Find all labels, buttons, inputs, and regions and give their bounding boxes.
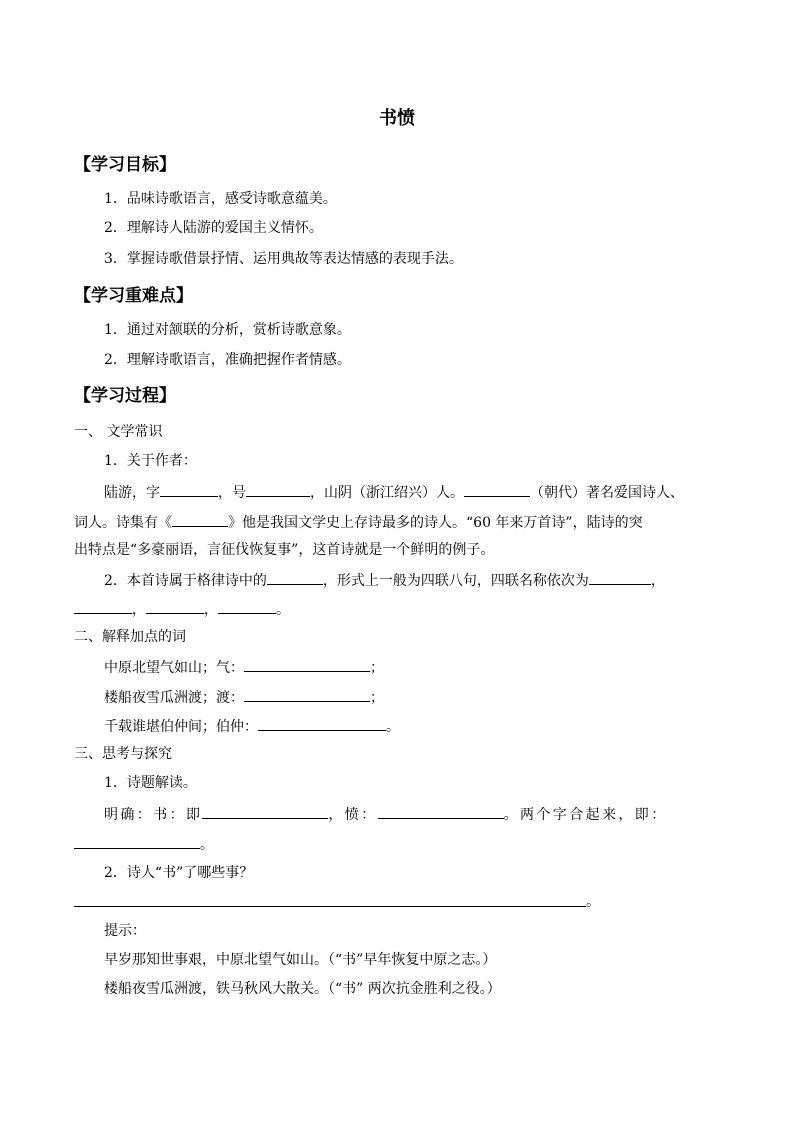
author-line-2 [74, 511, 643, 533]
author-line-1 [104, 481, 684, 503]
couplet-name-blank-3[interactable] [146, 598, 204, 614]
goal-item-2: 2．理解诗人陆游的爱国主义情怀。 [104, 220, 323, 236]
shu-meaning-blank[interactable] [202, 803, 328, 819]
hint-line-2: 楼船夜雪瓜洲渡，铁马秋风大散关。（“书” 两次抗金胜利之役。） [104, 981, 501, 997]
part3-q1: 1．诗题解读。 [104, 775, 197, 791]
word-2-end: ； [370, 690, 384, 706]
word-line-1 [104, 656, 384, 678]
part3-q2: 2．诗人“书”了哪些事？ [104, 865, 254, 881]
word-3-text: 千载谁堪伯仲间；伯仲： [104, 719, 258, 735]
word-1-text: 中原北望气如山；气： [104, 660, 244, 676]
goal-item-1: 1．品味诗歌语言，感受诗歌意蕴美。 [104, 191, 337, 207]
word-line-2 [104, 686, 384, 708]
q2-sep-2: ， [204, 602, 218, 618]
word-2-blank[interactable] [244, 686, 370, 702]
part1-q2-line-2 [74, 598, 290, 620]
dynasty-blank[interactable] [464, 481, 530, 497]
part1-title: 一、 文学常识 [74, 424, 163, 440]
couplet-name-blank-4[interactable] [218, 598, 276, 614]
hint-line-1: 早岁那知世事艰，中原北望气如山。（“书”早年恢复中原之志。） [104, 952, 497, 968]
word-1-end: ； [370, 660, 384, 676]
part2-title: 二、解释加点的词 [74, 629, 186, 645]
author-text-f: 》他是我国文学史上存诗最多的诗人。“60 年来万首诗”，陆诗的突 [228, 515, 643, 531]
answer-end: 。 [586, 894, 600, 910]
combined-meaning-blank[interactable] [74, 833, 200, 849]
hint-label: 提示： [104, 923, 146, 939]
author-text-b: ，号 [218, 485, 246, 501]
page-title: 书愤 [379, 108, 415, 129]
part3-title: 三、思考与探究 [74, 746, 172, 762]
poem-type-blank[interactable] [267, 569, 323, 585]
title-explanation-line [104, 803, 668, 825]
q2-text-c: ， [650, 573, 665, 589]
title-explanation-line-2 [74, 833, 214, 855]
q2-sep-1: ， [132, 602, 146, 618]
couplet-name-blank-1[interactable] [589, 569, 651, 585]
goal-item-3: 3．掌握诗歌借景抒情、运用典故等表达情感的表现手法。 [104, 251, 463, 267]
key-point-item-1: 1．通过对颔联的分析，赏析诗歌意象。 [104, 322, 351, 338]
word-2-text: 楼船夜雪瓜洲渡；渡： [104, 690, 244, 706]
part1-q2-line [104, 569, 665, 591]
key-point-item-2: 2．理解诗歌语言，准确把握作者情感。 [104, 352, 351, 368]
fen-meaning-blank[interactable] [378, 803, 504, 819]
expl-text-c: 。两个字合起来，即： [503, 807, 668, 823]
process-heading: 【学习过程】 [74, 386, 176, 406]
goals-heading: 【学习目标】 [74, 155, 176, 175]
q2-end: 。 [276, 602, 290, 618]
author-text-a: 陆游，字 [104, 485, 160, 501]
author-line-3: 出特点是“多豪丽语，言征伐恢复事”，这首诗就是一个鲜明的例子。 [74, 542, 495, 558]
expl-end: 。 [200, 837, 214, 853]
word-3-end: 。 [386, 719, 400, 735]
q2-text-b: ，形式上一般为四联八句，四联名称依次为 [322, 573, 589, 589]
word-line-3 [104, 715, 400, 737]
couplet-name-blank-2[interactable] [74, 598, 132, 614]
poetry-collection-blank[interactable] [172, 511, 228, 527]
word-1-blank[interactable] [244, 656, 370, 672]
author-text-c: ，山阴（浙江绍兴）人。 [310, 485, 464, 501]
author-text-d: （朝代）著名爱国诗人、 [530, 485, 684, 501]
expl-text-a: 明确：书：即 [104, 807, 203, 823]
word-3-blank[interactable] [258, 715, 386, 731]
author-text-e: 词人。诗集有《 [74, 515, 172, 531]
expl-text-b: ，愤： [328, 807, 378, 823]
courtesy-name-blank[interactable] [160, 481, 218, 497]
q2-text-a: 2．本首诗属于格律诗中的 [104, 573, 267, 589]
key-points-heading: 【学习重难点】 [74, 286, 193, 306]
art-name-blank[interactable] [246, 481, 310, 497]
answer-rule[interactable] [74, 906, 586, 907]
part1-q1-label: 1．关于作者： [104, 453, 197, 469]
